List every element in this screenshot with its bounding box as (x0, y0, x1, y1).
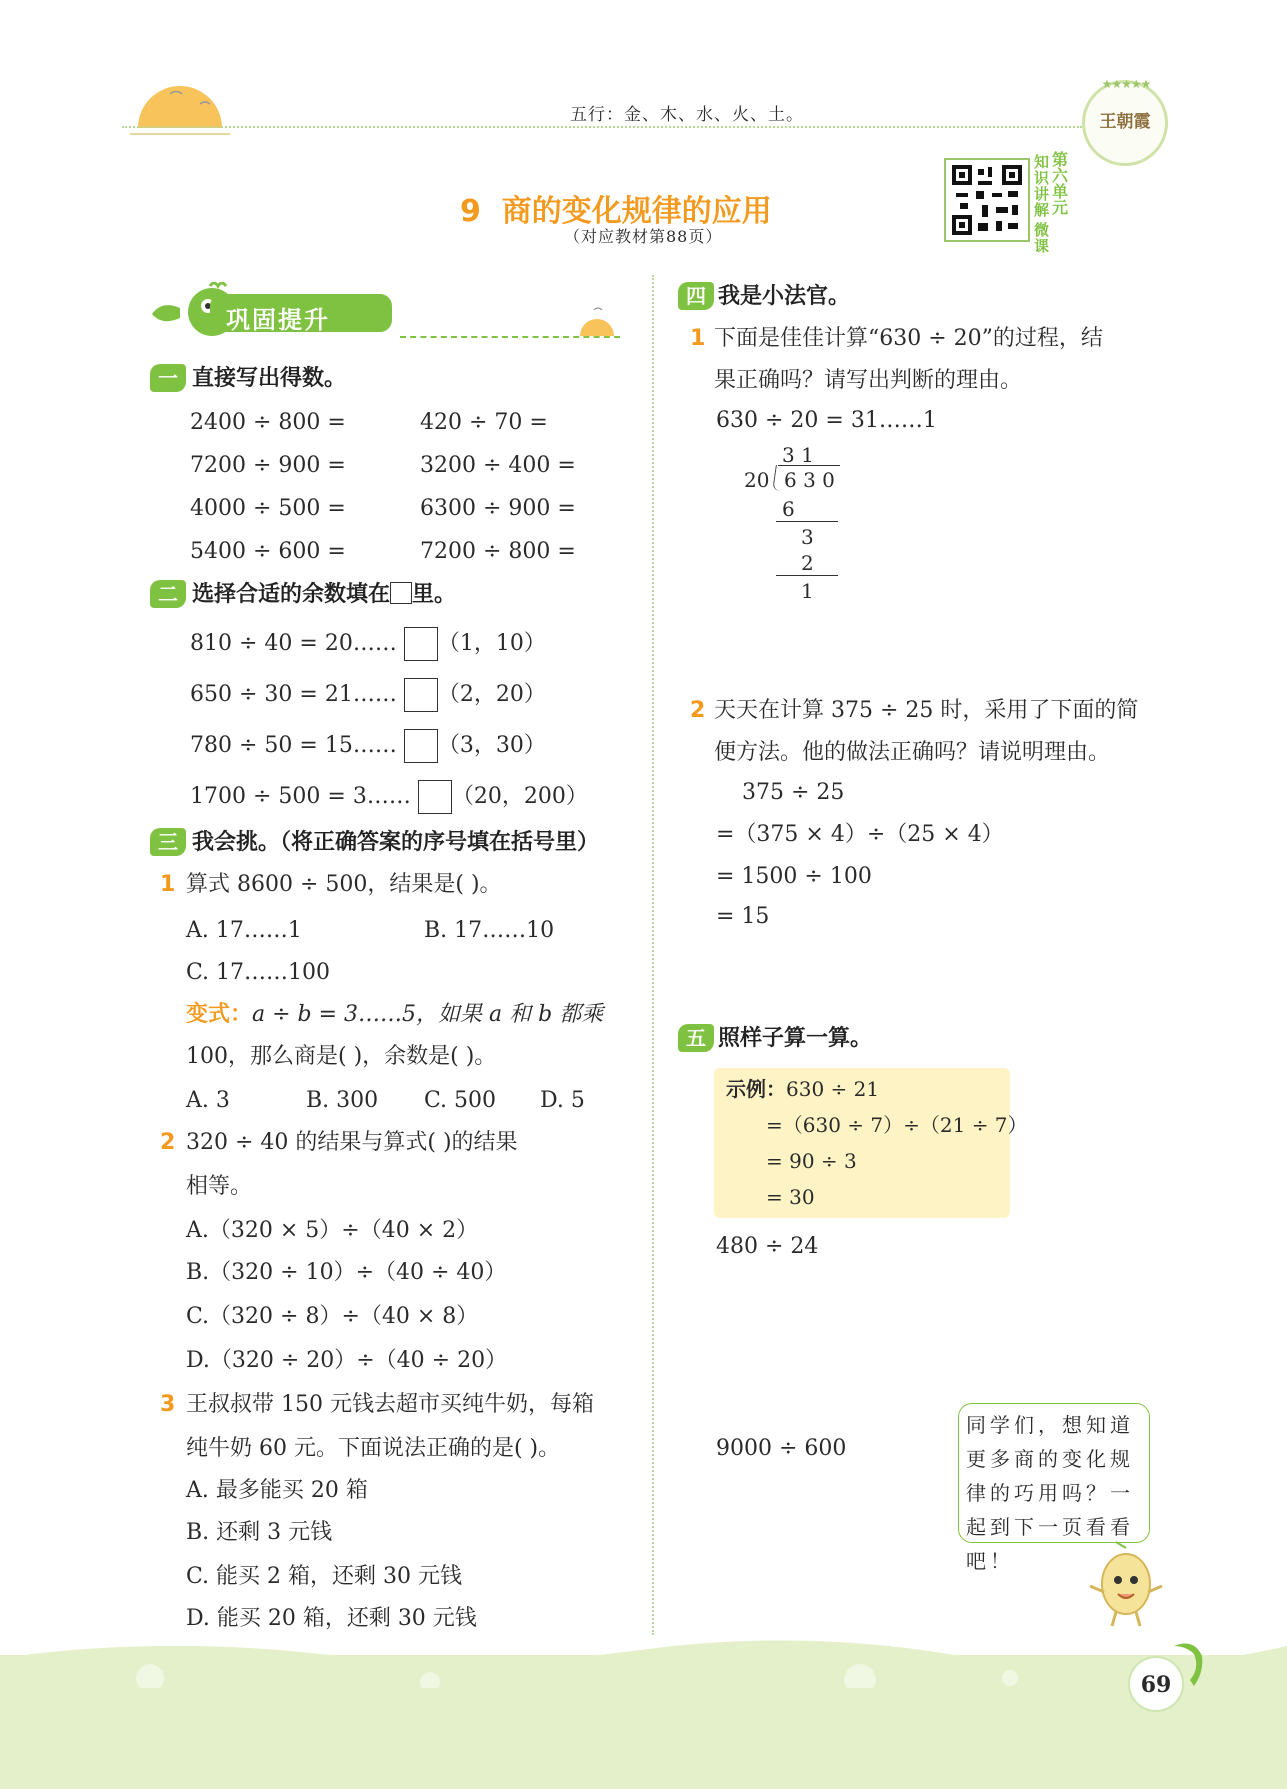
s1-problem-5: 4000 ÷ 500 = (190, 496, 346, 521)
s3-q1-opt-b: B. 17……10 (424, 918, 555, 943)
s3-q3-opt-c: C. 能买 2 箱，还剩 30 元钱 (186, 1564, 462, 1589)
s3-variant-opt-b: B. 300 (306, 1088, 379, 1113)
s4-q1-line2: 果正确吗？请写出判断的理由。 (714, 368, 1023, 393)
example-line-2: =（630 ÷ 7）÷（21 ÷ 7） (766, 1113, 1028, 1137)
s3-q3-line2: 纯牛奶 60 元。下面说法正确的是( )。 (186, 1436, 561, 1461)
s4-q1-line1: 下面是佳佳计算“630 ÷ 20”的过程，结 (714, 326, 1103, 351)
s3-q1-opt-a: A. 17……1 (186, 918, 302, 943)
s3-variant-opt-d: D. 5 (540, 1088, 585, 1113)
star-icon: ★★★★★ (1101, 77, 1151, 91)
ld-step-2: 3 (801, 525, 814, 549)
section4-badge: 四 (678, 282, 714, 310)
s3-q3-num: 3 (160, 1392, 176, 1417)
s3-variant-opt-c: C. 500 (424, 1088, 497, 1113)
s3-q3-line1: 王叔叔带 150 元钱去超市买纯牛奶，每箱 (186, 1392, 594, 1417)
header-top-text: 五行：金、木、水、火、土。 (570, 105, 804, 125)
s3-q2-line1: 320 ÷ 40 的结果与算式( )的结果 (186, 1130, 518, 1155)
s4-q2-step-4: = 15 (716, 904, 770, 929)
section3-title: 我会挑。（将正确答案的序号填在括号里） (192, 830, 600, 855)
sun-decoration-icon (120, 78, 240, 138)
s1-problem-3: 7200 ÷ 900 = (190, 453, 346, 478)
s4-q2-line2: 便方法。他的做法正确吗？请说明理由。 (714, 740, 1111, 765)
s1-problem-8: 7200 ÷ 800 = (420, 539, 576, 564)
section5-title: 照样子算一算。 (718, 1026, 873, 1051)
s4-q2-step-1: 375 ÷ 25 (742, 780, 845, 805)
small-sun-icon (572, 304, 622, 340)
section3-badge: 三 (150, 828, 186, 856)
s3-variant-line1: 变式：a ÷ b = 3……5，如果 a 和 b 都乘 (186, 1002, 604, 1027)
s3-q1-text: 算式 8600 ÷ 500，结果是( )。 (186, 872, 502, 897)
variant-label: 变式： (186, 1002, 253, 1027)
s4-q2-step-3: = 1500 ÷ 100 (716, 864, 872, 889)
answer-box[interactable] (418, 780, 452, 814)
page-title (460, 186, 772, 230)
s4-q2-step-2: =（375 × 4）÷（25 × 4） (716, 822, 1004, 847)
qr-code-icon[interactable] (952, 165, 1022, 235)
section1-title: 直接写出得数。 (192, 366, 347, 391)
s3-variant-line2: 100，那么商是( )，余数是( )。 (186, 1044, 497, 1069)
qr-side-label-2: 第六单元 (1052, 150, 1069, 217)
example-line-4: = 30 (766, 1185, 815, 1209)
s4-q1-num: 1 (690, 326, 706, 351)
section5-badge: 五 (678, 1024, 714, 1052)
example-label: 示例： (726, 1077, 786, 1101)
s3-q2-opt-c: C.（320 ÷ 8）÷（40 × 8） (186, 1304, 479, 1329)
s1-problem-7: 5400 ÷ 600 = (190, 539, 346, 564)
s3-q2-opt-a: A.（320 × 5）÷（40 × 2） (186, 1218, 479, 1243)
s3-q3-opt-a: A. 最多能买 20 箱 (186, 1478, 368, 1503)
qr-side-label-1: 知识讲解 (1034, 153, 1050, 219)
speech-text: 同学们，想知道更多商的变化规律的巧用吗？一起到下一页看看吧！ (966, 1413, 1134, 1573)
mascot-character-icon (1086, 1540, 1166, 1630)
s1-problem-6: 6300 ÷ 900 = (420, 496, 576, 521)
s3-q2-opt-d: D.（320 ÷ 20）÷（40 ÷ 20） (186, 1348, 508, 1373)
s2-row-4: 1700 ÷ 500 = 3…… （20，200） (190, 780, 588, 814)
ld-quotient: 3 1 (782, 443, 814, 467)
s3-q1-opt-c: C. 17……100 (186, 960, 331, 985)
footer-wave (0, 1628, 1287, 1688)
answer-box[interactable] (404, 729, 438, 763)
s4-q2-num: 2 (690, 698, 706, 723)
section1-badge: 一 (150, 364, 186, 392)
ld-divisor: 20 (744, 468, 770, 492)
s2-row-3: 780 ÷ 50 = 15…… （3，30） (190, 729, 546, 763)
s1-problem-1: 2400 ÷ 800 = (190, 410, 346, 435)
column-divider (652, 275, 654, 1635)
section4-title: 我是小法官。 (718, 284, 851, 309)
section2-title: 选择合适的余数填在 里。 (192, 582, 457, 607)
ld-step-3: 2 (801, 551, 814, 575)
example-line-1: 示例：630 ÷ 21 (726, 1077, 880, 1101)
ld-bracket (772, 465, 784, 491)
qr-side-label-3: 微课 (1034, 221, 1050, 255)
ld-step-1: 6 (782, 497, 795, 521)
title-square-icon (390, 582, 412, 604)
s1-problem-2: 420 ÷ 70 = (420, 410, 548, 435)
page-subtitle: （对应教材第88页） (564, 227, 723, 246)
s3-q1-num: 1 (160, 872, 176, 897)
section2-badge: 二 (150, 580, 186, 608)
s5-problem-1: 480 ÷ 24 (716, 1234, 819, 1259)
s3-variant-opt-a: A. 3 (186, 1088, 230, 1113)
s3-q2-line2: 相等。 (186, 1174, 253, 1199)
s3-q2-opt-b: B.（320 ÷ 10）÷（40 ÷ 40） (186, 1260, 507, 1285)
s3-q3-opt-b: B. 还剩 3 元钱 (186, 1520, 333, 1545)
ld-step-4: 1 (801, 579, 814, 603)
logo-text: 王朝霞 (1099, 112, 1151, 132)
ld-dividend: 6 3 0 (784, 468, 835, 492)
logo-badge (1082, 77, 1168, 166)
s1-problem-4: 3200 ÷ 400 = (420, 453, 576, 478)
page-number: 69 (1128, 1656, 1184, 1712)
s2-row-2: 650 ÷ 30 = 21…… （2，20） (190, 678, 546, 712)
title-number: 9 (460, 194, 481, 229)
s3-q3-opt-d: D. 能买 20 箱，还剩 30 元钱 (186, 1606, 477, 1631)
banner-label: 巩固提升 (226, 306, 330, 334)
title-text: 商的变化规律的应用 (501, 194, 772, 229)
s4-q1-equation: 630 ÷ 20 = 31……1 (716, 408, 937, 433)
example-line-3: = 90 ÷ 3 (766, 1149, 857, 1173)
answer-box[interactable] (404, 678, 438, 712)
s4-q2-line1: 天天在计算 375 ÷ 25 时，采用了下面的简 (714, 698, 1139, 723)
answer-box[interactable] (404, 627, 438, 661)
s3-q2-num: 2 (160, 1130, 176, 1155)
s5-problem-2: 9000 ÷ 600 (716, 1436, 847, 1461)
s2-row-1: 810 ÷ 40 = 20…… （1，10） (190, 627, 546, 661)
